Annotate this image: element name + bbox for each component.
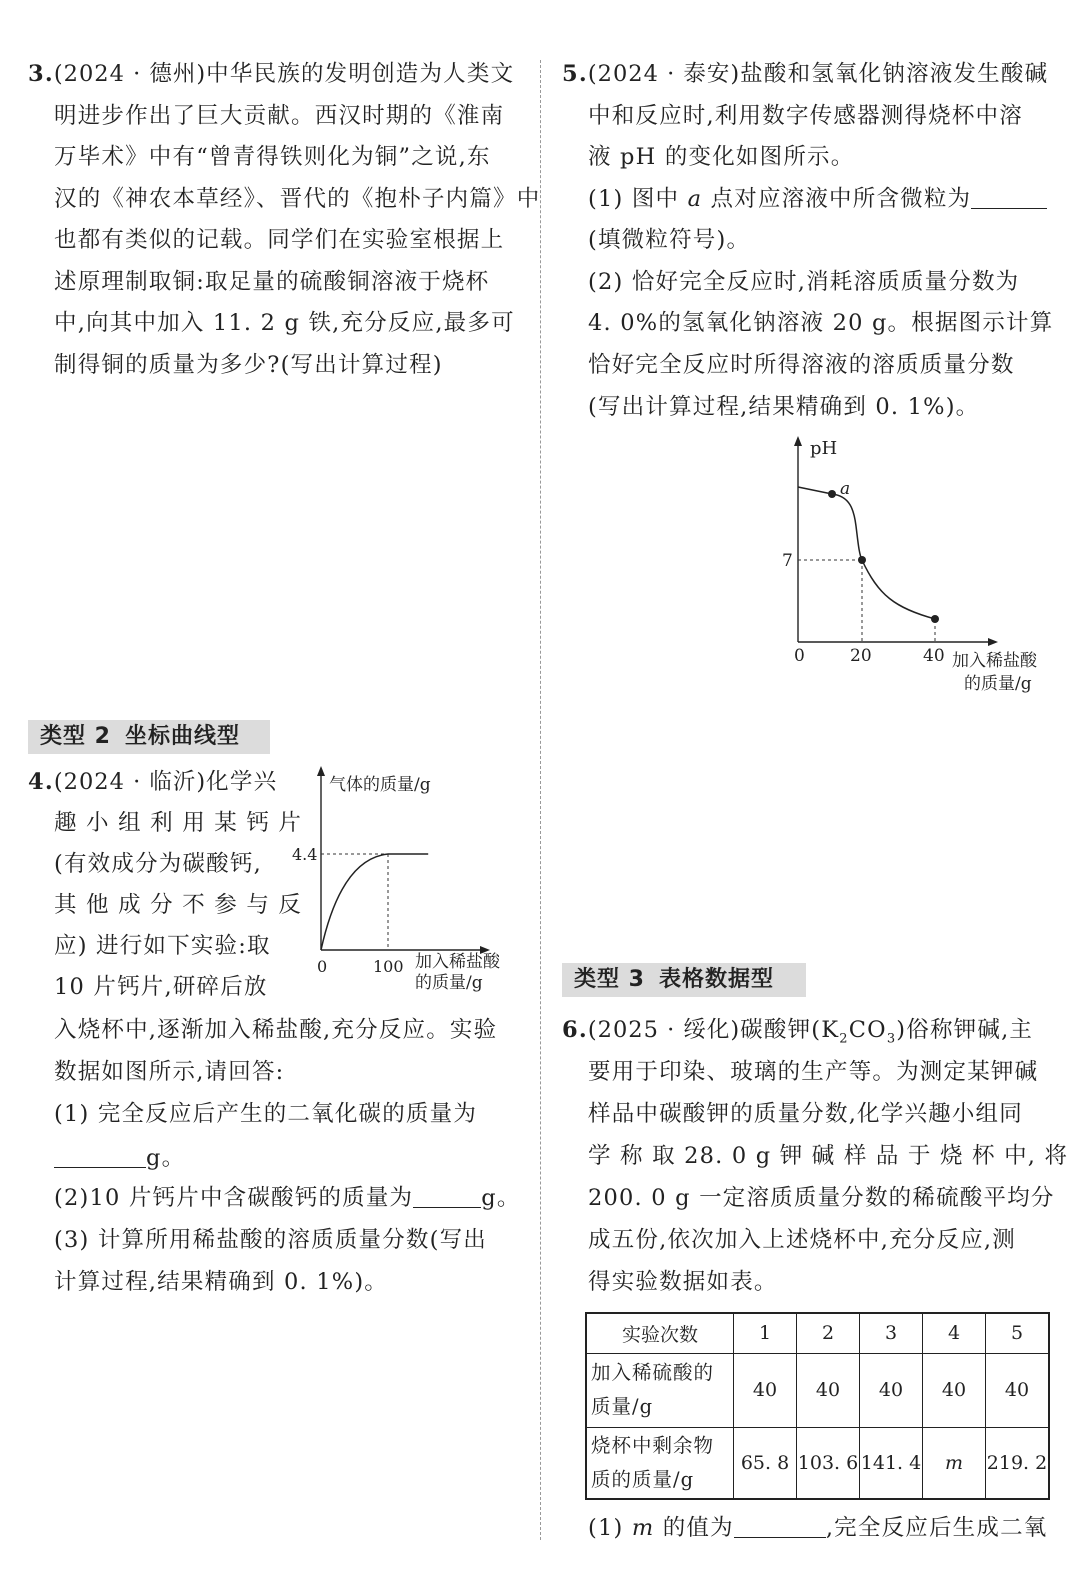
- table-row-header: [586, 1353, 734, 1427]
- text-line: 述原理制取铜:取足量的硫酸铜溶液于烧杯: [54, 269, 490, 295]
- subscript: 3: [886, 1031, 897, 1047]
- section-label: 类型 2: [40, 724, 111, 749]
- y-tick-label: 4.4: [292, 845, 318, 864]
- section-title: 坐标曲线型: [124, 724, 240, 749]
- table-cell: 40: [797, 1353, 860, 1427]
- x-axis-label-line2: 的质量/g: [964, 674, 1032, 694]
- x-tick-label: 20: [850, 646, 872, 666]
- text-line: (填微粒符号)。: [588, 227, 751, 253]
- text-line: 10 片钙片,研碎后放: [54, 974, 268, 1000]
- table-row: [586, 1427, 1049, 1499]
- text-line: 趣 小 组 利 用 某 钙 片: [54, 810, 303, 836]
- answer-blank[interactable]: [54, 1143, 146, 1168]
- text-fragment: (1): [588, 1515, 632, 1541]
- text-line: 中华民族的发明创造为人类文: [206, 61, 515, 87]
- row-header-line: 质的质量/g: [591, 1467, 695, 1491]
- x-axis-label-line2: 的质量/g: [415, 973, 483, 993]
- text-line: 中,向其中加入 11. 2 g 铁,充分反应,最多可: [54, 310, 515, 336]
- table-cell: 141. 4: [860, 1427, 923, 1499]
- text-line: 中和反应时,利用数字传感器测得烧杯中溶: [588, 103, 1023, 129]
- question-number: 6.: [562, 1017, 588, 1043]
- text-line: 成五份,依次加入上述烧杯中,充分反应,测: [588, 1227, 1016, 1253]
- question-source: (2024 · 泰安): [587, 61, 741, 87]
- chart-ph: [770, 430, 1070, 700]
- text-line: 盐酸和氢氧化钠溶液发生酸碱: [740, 61, 1049, 87]
- section-header-type3: [562, 963, 806, 997]
- x-axis-arrow: [988, 638, 998, 646]
- text-line: 样品中碳酸钾的质量分数,化学兴趣小组同: [588, 1101, 1023, 1127]
- text-line: 恰好完全反应时所得溶液的溶质质量分数: [588, 352, 1015, 378]
- section-title: 表格数据型: [658, 967, 774, 992]
- unit-text: g。: [146, 1145, 186, 1171]
- row-header-line: 质量/g: [591, 1395, 654, 1418]
- table-cell: 40: [986, 1353, 1050, 1427]
- text-fragment: 点对应溶液中所含微粒为: [702, 186, 972, 212]
- text-line: 计算过程,结果精确到 0. 1%)。: [54, 1269, 388, 1295]
- section-label: 类型 3: [574, 967, 645, 992]
- column-divider: [540, 60, 541, 1540]
- answer-blank[interactable]: [734, 1513, 826, 1538]
- text-line: (3) 计算所用稀盐酸的溶质质量分数(写出: [54, 1227, 488, 1253]
- table-header-cell: 2: [797, 1313, 860, 1353]
- text-line: 万毕术》中有“曾青得铁则化为铜”之说,东: [54, 144, 491, 170]
- text-line: 化学兴: [206, 769, 278, 795]
- row-header-line: 烧杯中剩余物: [591, 1433, 715, 1457]
- x-tick-label: 100: [373, 957, 404, 976]
- chart-gas-mass: [284, 760, 534, 1000]
- table-cell: 40: [923, 1353, 986, 1427]
- table-header-cell: 1: [734, 1313, 797, 1353]
- table-header-cell: 4: [923, 1313, 986, 1353]
- table-header-row: [586, 1313, 1049, 1353]
- row-header-line: 加入稀硫酸的: [591, 1361, 715, 1384]
- subscript: 2: [839, 1031, 849, 1047]
- text-line: 学 称 取 28. 0 g 钾 碱 样 品 于 烧 杯 中, 将: [588, 1143, 1069, 1169]
- variable-m: m: [631, 1515, 655, 1541]
- y-axis-arrow: [794, 436, 802, 446]
- text-line: (1) 完全反应后产生的二氧化碳的质量为: [54, 1101, 478, 1127]
- origin-label: 0: [317, 957, 328, 976]
- x-axis-label-line1: 加入稀盐酸: [952, 651, 1037, 671]
- table-row-header: [586, 1427, 734, 1499]
- table-row: [586, 1353, 1049, 1427]
- question-source: (2024 · 德州): [53, 61, 207, 87]
- y-tick-label: 7: [782, 551, 793, 571]
- point-a-label: a: [840, 479, 851, 499]
- answer-blank[interactable]: [413, 1183, 481, 1208]
- table-cell: 40: [734, 1353, 797, 1427]
- table-cell: m: [923, 1427, 986, 1499]
- text-fragment: 的值为: [654, 1515, 734, 1541]
- text-fragment: 碳酸钾(K: [740, 1017, 840, 1043]
- text-fragment: )俗称钾碱,主: [896, 1017, 1034, 1043]
- text-line: 明进步作出了巨大贡献。西汉时期的《淮南: [54, 103, 505, 129]
- text-line: 其 他 成 分 不 参 与 反: [54, 892, 303, 918]
- text-fragment: CO: [848, 1017, 887, 1043]
- table-header-cell: 实验次数: [586, 1313, 734, 1353]
- text-fragment: ,完全反应后生成二氧: [825, 1515, 1048, 1541]
- variable-a: a: [687, 186, 703, 212]
- question-number: 5.: [562, 61, 588, 87]
- text-line: 液 pH 的变化如图所示。: [588, 144, 855, 170]
- text-line: 应) 进行如下实验:取: [54, 933, 271, 959]
- text-line: 汉的《神农本草经》、晋代的《抱朴子内篇》中: [54, 186, 541, 212]
- section-header-type2: [28, 720, 270, 754]
- table-cell: 65. 8: [734, 1427, 797, 1499]
- question-number: 4.: [28, 769, 54, 795]
- text-line: (2)10 片钙片中含碳酸钙的质量为: [54, 1185, 414, 1211]
- table-header-cell: 5: [986, 1313, 1050, 1353]
- unit-text: g。: [481, 1185, 521, 1211]
- text-line: 入烧杯中,逐渐加入稀盐酸,充分反应。实验: [54, 1017, 498, 1043]
- answer-blank[interactable]: [971, 184, 1047, 209]
- experiment-data-table: [585, 1312, 1050, 1500]
- table-cell: 40: [860, 1353, 923, 1427]
- text-line: (有效成分为碳酸钙,: [54, 851, 262, 877]
- point-neutral: [858, 556, 866, 564]
- x-axis-label-line1: 加入稀盐酸: [415, 952, 500, 972]
- text-fragment: (1) 图中: [588, 186, 688, 212]
- question-source: (2024 · 临沂): [53, 769, 207, 795]
- table-header-cell: 3: [860, 1313, 923, 1353]
- text-line: 数据如图所示,请回答:: [54, 1059, 285, 1085]
- text-line: (2) 恰好完全反应时,消耗溶质质量分数为: [588, 269, 1020, 295]
- y-axis-label: 气体的质量/g: [329, 775, 431, 795]
- y-axis-arrow: [317, 766, 325, 776]
- table-cell: 219. 2: [986, 1427, 1050, 1499]
- data-curve: [321, 854, 388, 950]
- text-line: 要用于印染、玻璃的生产等。为测定某钾碱: [588, 1059, 1039, 1085]
- text-line: 200. 0 g 一定溶质质量分数的稀硫酸平均分: [588, 1185, 1055, 1211]
- data-curve: [798, 487, 935, 619]
- point-a: [828, 490, 836, 498]
- y-axis-label: pH: [810, 438, 838, 459]
- text-line: (写出计算过程,结果精确到 0. 1%)。: [588, 394, 980, 420]
- text-line: 制得铜的质量为多少?(写出计算过程): [54, 352, 443, 378]
- table-cell: 103. 6: [797, 1427, 860, 1499]
- x-tick-label: 40: [923, 646, 945, 666]
- text-line: 4. 0%的氢氧化钠溶液 20 g。根据图示计算: [588, 310, 1054, 336]
- origin-label: 0: [794, 646, 805, 666]
- text-line: 也都有类似的记载。同学们在实验室根据上: [54, 227, 505, 253]
- question-source: (2025 · 绥化): [587, 1017, 741, 1043]
- text-line: 得实验数据如表。: [588, 1269, 778, 1295]
- point-end: [931, 615, 939, 623]
- question-number: 3.: [28, 61, 54, 87]
